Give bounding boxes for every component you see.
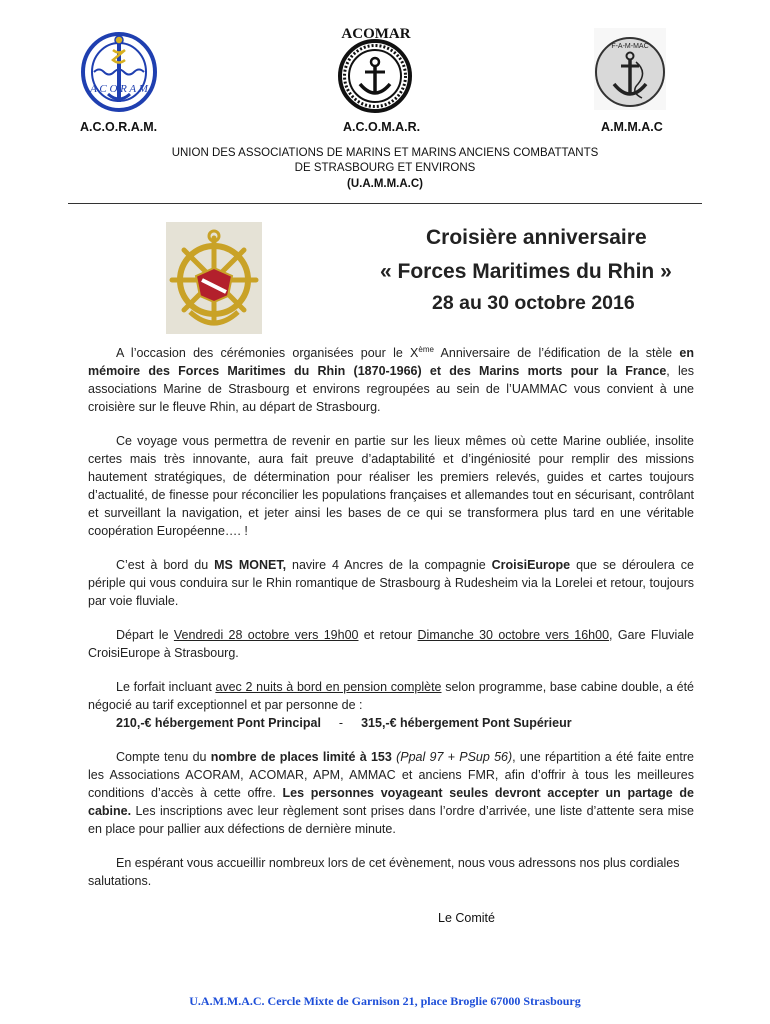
- union-title-line1: UNION DES ASSOCIATIONS DE MARINS ET MARINS ANCIENS COMBATTANTS: [171, 147, 599, 159]
- paragraph-closing: En espérant vous accueillir nombreux lors de cet évènement, nous vous adressons nos plus cordiales salutations.: [88, 856, 680, 888]
- paragraph-pricing: Le forfait incluant avec 2 nuits à bord en pension complète selon programme, base cabine double, a été négocié au tarif exceptionnel et par personne de : 210,-€ hébergement Pont Principal - 315,-€ hébergement Pont Supérieur: [88, 680, 695, 730]
- acomar-label: A.C.O.M.A.R.: [343, 120, 421, 134]
- paragraph-intro: A l’occasion des cérémonies organisées pour le Xème Anniversaire de l’édification de la stèle en mémoire des Forces Maritimes du Rhin (1870-1966) et des Marins morts pour la France, les associations Marine de Strasbourg et environs regroupées au sein de l’UAMMAC vous convient à une croisière sur le fleuve Rhin, au départ de Strasbourg.: [88, 345, 694, 414]
- union-title-line2: DE STRASBOURG ET ENVIRONS: [294, 162, 476, 174]
- acoram-label: A.C.O.R.A.M.: [80, 120, 158, 134]
- acomar-logo: [320, 24, 430, 114]
- fmr-badge-image: [166, 222, 262, 334]
- paragraph-places: Compte tenu du nombre de places limité à 153 (Ppal 97 + PSup 56), une répartition a été faite entre les Associations ACORAM, ACOMAR, APM, AMMAC et anciens FMR, afin d’offrir à tous les meilleures conditions d’accès à cette offre. Les personnes voyageant seules devront accepter un partage de cabine. Les inscriptions avec leur règlement sont prises dans l’ordre d’arrivée, une liste d’attente sera mise en place pour pallier aux défections de dernière minute.: [88, 750, 695, 836]
- title-line1: Croisière anniversaire: [426, 226, 647, 249]
- pricing-line: 210,-€ hébergement Pont Principal - 315,-€ hébergement Pont Supérieur: [116, 716, 572, 730]
- union-acronym: (U.A.M.M.A.C): [346, 178, 423, 190]
- title-dates: 28 au 30 octobre 2016: [432, 292, 635, 314]
- svg-text:A C O R A M: A C O R A M: [90, 83, 148, 95]
- signature: Le Comité: [438, 911, 495, 925]
- paragraph-history: Ce voyage vous permettra de revenir en partie sur les lieux mêmes où cette Marine oubliée, insolite certes mais très innovante, aura fait preuve d’adaptabilité et d’ingéniosité pour remplir des missions hautement stratégiques, de détermination pour réaliser les premiers relevés, guides et cartes toujours d’actualité, de finesse pour réconcilier les populations françaises et allemandes tout en sécurisant, contrôlant et surveillant la navigation, et jeter ainsi les bases de ce qui se transformera plus tard en une véritable coopération Européenne…. !: [88, 434, 694, 538]
- ammac-label: A.M.M.A.C: [601, 120, 663, 134]
- footer-address: U.A.M.M.A.C. Cercle Mixte de Garnison 21, place Broglie 67000 Strasbourg: [189, 994, 581, 1008]
- ammac-logo: [590, 28, 670, 110]
- acoram-logo: [80, 28, 158, 112]
- header-divider: [68, 203, 702, 204]
- paragraph-schedule: Départ le Vendredi 28 octobre vers 19h00 et retour Dimanche 30 octobre vers 16h00, Gare Fluviale CroisiEurope à Strasbourg.: [88, 628, 694, 660]
- title-line2: « Forces Maritimes du Rhin »: [380, 260, 672, 283]
- paragraph-ship: C’est à bord du MS MONET, navire 4 Ancres de la compagnie CroisiEurope que se déroulera ce périple qui vous conduira sur le Rhin romantique de Strasbourg à Rudesheim via la Lorelei et retour, toujours par voie fluviale.: [88, 558, 694, 608]
- svg-text:F-A-M-MAC: F-A-M-MAC: [611, 43, 649, 50]
- svg-text:ACOMAR: ACOMAR: [341, 26, 411, 42]
- letter-body: [88, 344, 694, 906]
